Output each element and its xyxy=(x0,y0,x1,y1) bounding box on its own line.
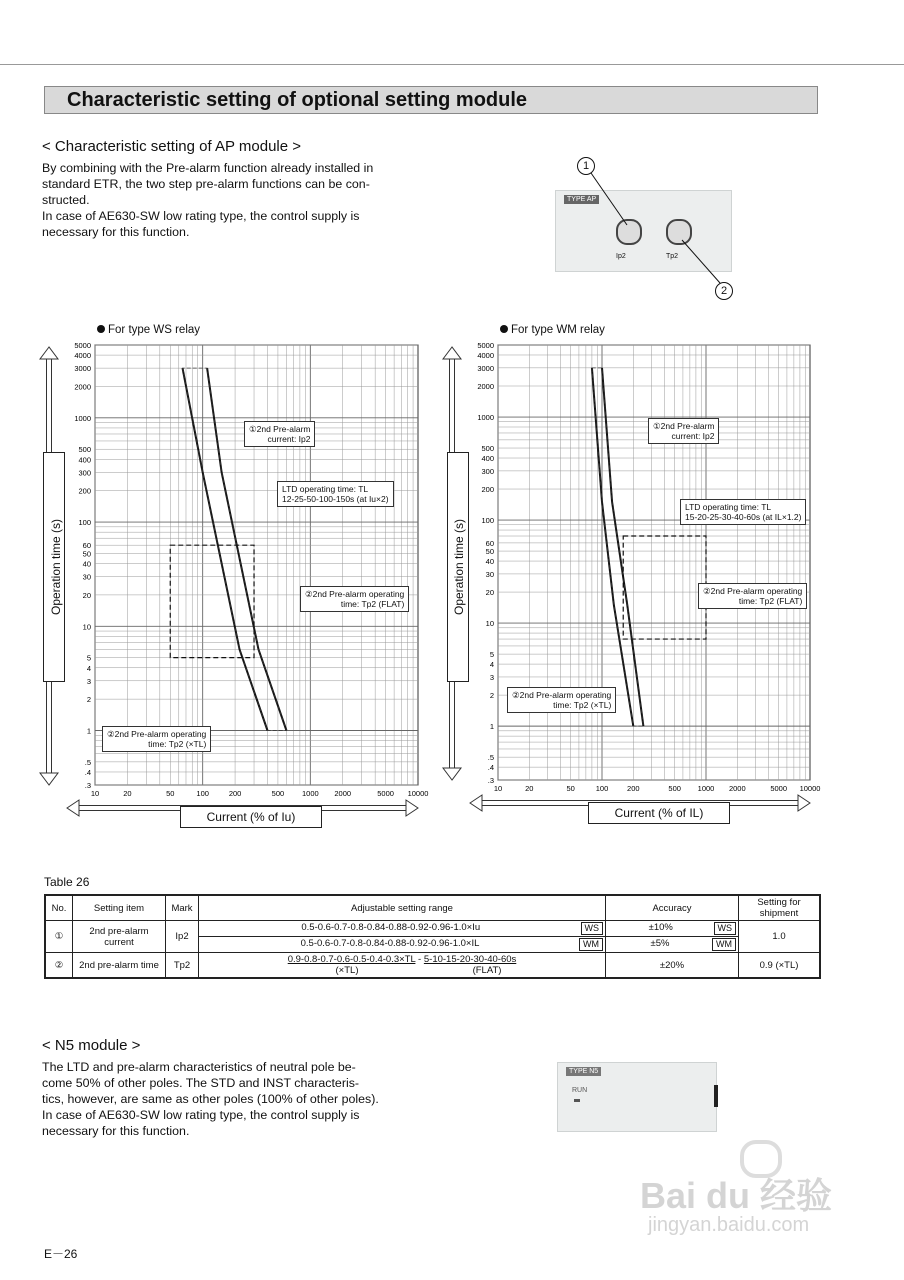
cell-no: ② xyxy=(45,953,73,979)
y-tick-label: 4000 xyxy=(74,351,91,361)
chart1-callout-ip2: ①2nd Pre-alarm current: Ip2 xyxy=(244,421,315,447)
y-tick-label: 5000 xyxy=(477,341,494,350)
y-tick-label: 100 xyxy=(78,518,91,528)
y-tick-label: 2 xyxy=(489,691,494,701)
th-range: Adjustable setting range xyxy=(199,895,606,921)
cell-acc-ws: ±10% WS xyxy=(606,921,739,937)
y-tick-label: 60 xyxy=(82,541,91,551)
y-tick-label: 2 xyxy=(86,695,91,705)
table-caption: Table 26 xyxy=(44,875,90,889)
x-tick-label: 200 xyxy=(627,784,640,793)
n5-line: The LTD and pre-alarm characteristics of neutral pole be- xyxy=(42,1060,356,1074)
settings-table xyxy=(44,894,821,979)
y-tick-label: .4 xyxy=(487,763,494,773)
y-tick-label: .4 xyxy=(84,767,91,777)
page-number: E－26 xyxy=(44,1247,78,1261)
x-tick-label: 500 xyxy=(668,784,681,793)
y-tick-label: 3000 xyxy=(477,363,494,373)
paw-logo-icon xyxy=(740,1140,782,1178)
circled-2-icon: ② xyxy=(703,586,711,596)
chart1-callout-tp2-xtl: ②2nd Pre-alarm operating time: Tp2 (×TL) xyxy=(102,726,211,752)
ws-tag: WS xyxy=(714,922,737,935)
th-item: Setting item xyxy=(73,895,166,921)
x-tick-label: 1000 xyxy=(301,789,319,798)
n5-line: In case of AE630-SW low rating type, the control supply is xyxy=(42,1108,360,1122)
tp2-label: Tp2 xyxy=(666,253,679,260)
th-no: No. xyxy=(45,895,73,921)
y-tick-label: 1000 xyxy=(477,413,494,423)
cell-item: 2nd pre-alarm time xyxy=(73,953,166,979)
cell-range-wm: 0.5-0.6-0.7-0.8-0.84-0.88-0.92-0.96-1.0×IL WM xyxy=(199,937,606,953)
n5-line: necessary for this function. xyxy=(42,1124,190,1138)
y-tick-label: 3000 xyxy=(74,364,91,374)
y-tick-label: 1000 xyxy=(74,413,91,423)
ap-type-label: TYPE AP xyxy=(564,195,599,204)
y-tick-label: 40 xyxy=(485,557,494,567)
y-tick-label: 4 xyxy=(489,660,494,670)
y-tick-label: 5 xyxy=(86,653,91,663)
cell-mark: Ip2 xyxy=(166,921,199,953)
cell-item: 2nd pre-alarm current xyxy=(73,921,166,953)
y-tick-label: 400 xyxy=(78,455,91,465)
cell-ship: 1.0 xyxy=(739,921,821,953)
table-row xyxy=(45,953,820,979)
th-accuracy: Accuracy xyxy=(606,895,739,921)
y-tick-label: 20 xyxy=(82,590,91,600)
chart2-callout-tp2-xtl: ②2nd Pre-alarm operating time: Tp2 (×TL) xyxy=(507,687,616,713)
page-title: Characteristic setting of optional setting module xyxy=(67,89,528,111)
y-tick-label: 200 xyxy=(78,486,91,496)
cell-acc: ±20% xyxy=(606,953,739,979)
circled-1-icon: ① xyxy=(249,424,257,434)
table-row xyxy=(45,921,820,937)
th-mark: Mark xyxy=(166,895,199,921)
n5-heading: < N5 module > xyxy=(42,1037,141,1054)
x-tick-label: 2000 xyxy=(728,784,746,793)
chart2-callout-ltd: LTD operating time: TL 15-20-25-30-40-60s (at IL×1.2) xyxy=(680,499,806,525)
chart2-callout-tp2-flat: ②2nd Pre-alarm operating time: Tp2 (FLAT) xyxy=(698,583,807,609)
cell-ship: 0.9 (×TL) xyxy=(739,953,821,979)
y-tick-label: 3 xyxy=(489,672,494,682)
n5-line: tics, however, are same as other poles (100% of other poles). xyxy=(42,1092,379,1106)
callout-2: 2 xyxy=(715,282,733,300)
x-tick-label: 10 xyxy=(493,784,503,793)
ap-line: By combining with the Pre-alarm function already installed in xyxy=(42,161,374,175)
chart2-callout-ip2: ①2nd Pre-alarm current: Ip2 xyxy=(648,418,719,444)
cell-range: 0.9-0.8-0.7-0.6-0.5-0.4-0.3×TL - 5-10-15-20-30-40-60s (×TL) (FLAT) xyxy=(199,953,606,979)
y-tick-label: 4 xyxy=(86,663,91,673)
x-tick-label: 100 xyxy=(196,789,209,798)
edge-mark xyxy=(714,1085,718,1107)
x-tick-label: 2000 xyxy=(334,789,352,798)
wm-tag: WM xyxy=(579,938,603,951)
y-tick-label: .5 xyxy=(487,753,494,763)
th-shipment: Setting for shipment xyxy=(739,895,821,921)
y-tick-label: 5000 xyxy=(74,341,91,350)
x-arrow-left-icon xyxy=(470,795,482,811)
y-tick-label: 60 xyxy=(485,538,494,548)
y-tick-label: .5 xyxy=(84,757,91,767)
y-tick-label: 40 xyxy=(82,559,91,569)
x-tick-label: 50 xyxy=(566,784,575,793)
cell-acc-wm: ±5% WM xyxy=(606,937,739,953)
x-tick-label: 5000 xyxy=(377,789,394,798)
watermark-brand: Bai du 经验 xyxy=(640,1175,833,1216)
n5-line: come 50% of other poles. The STD and INST characteris- xyxy=(42,1076,360,1090)
x-arrow-right-icon xyxy=(798,795,810,811)
y-tick-label: 30 xyxy=(82,572,91,582)
chart1-title: For type WS relay xyxy=(97,324,200,336)
x-tick-label: 10000 xyxy=(407,789,429,798)
x-tick-label: 200 xyxy=(228,789,242,798)
x-tick-label: 1000 xyxy=(697,784,715,793)
led-icon xyxy=(574,1099,580,1102)
n5-run-label: RUN xyxy=(572,1087,588,1094)
y-arrow-down-icon xyxy=(443,768,461,780)
y-tick-label: 2000 xyxy=(74,382,91,392)
y-tick-label: 10 xyxy=(82,622,91,632)
x-tick-label: 5000 xyxy=(770,784,788,793)
ap-heading: < Characteristic setting of AP module > xyxy=(42,138,302,155)
circled-2-icon: ② xyxy=(107,729,115,739)
y-tick-label: 30 xyxy=(485,569,494,579)
chart2-xlabel: Current (% of IL) xyxy=(588,802,730,824)
y-tick-label: 500 xyxy=(78,445,91,455)
ap-line: In case of AE630-SW low rating type, the control supply is xyxy=(42,209,360,223)
n5-module-photo xyxy=(557,1062,717,1132)
chart2-title: For type WM relay xyxy=(500,324,605,336)
y-tick-label: .3 xyxy=(487,776,494,785)
y-tick-label: 50 xyxy=(485,547,494,557)
x-tick-label: 20 xyxy=(123,789,132,798)
y-tick-label: 50 xyxy=(82,549,91,559)
wm-tag: WM xyxy=(712,938,736,951)
x-tick-label: 50 xyxy=(166,789,175,798)
chart1-ylabel: Operation time (s) xyxy=(49,518,63,616)
ap-line: necessary for this function. xyxy=(42,225,190,239)
watermark-url: jingyan.baidu.com xyxy=(648,1214,810,1236)
y-tick-label: 4000 xyxy=(477,350,494,360)
y-tick-label: 2000 xyxy=(477,382,494,392)
cell-no: ① xyxy=(45,921,73,953)
circled-1-icon: ① xyxy=(653,421,661,431)
circled-2-icon: ② xyxy=(305,589,313,599)
chart1-callout-tp2-flat: ②2nd Pre-alarm operating time: Tp2 (FLAT) xyxy=(300,586,409,612)
ap-line: structed. xyxy=(42,193,90,207)
y-tick-label: 500 xyxy=(481,444,494,454)
y-tick-label: 400 xyxy=(481,454,494,464)
y-tick-label: 5 xyxy=(489,650,494,660)
y-tick-label: 1 xyxy=(489,722,494,732)
y-tick-label: 3 xyxy=(86,676,91,686)
y-tick-label: 200 xyxy=(481,485,494,495)
chart1-xlabel: Current (% of Iu) xyxy=(180,806,322,828)
n5-paragraph xyxy=(42,1059,379,1139)
ip2-label: Ip2 xyxy=(616,253,626,260)
x-tick-label: 10 xyxy=(90,789,100,798)
y-tick-label: .3 xyxy=(84,781,91,790)
y-tick-label: 300 xyxy=(78,468,91,478)
callout-1: 1 xyxy=(577,157,595,175)
chart1-callout-ltd: LTD operating time: TL 12-25-50-100-150s (at Iu×2) xyxy=(277,481,394,507)
ws-tag: WS xyxy=(581,922,604,935)
x-tick-label: 10000 xyxy=(799,784,821,793)
ap-line: standard ETR, the two step pre-alarm functions can be con- xyxy=(42,177,370,191)
x-tick-label: 20 xyxy=(525,784,534,793)
y-tick-label: 300 xyxy=(481,466,494,476)
circled-2-icon: ② xyxy=(512,690,520,700)
cell-mark: Tp2 xyxy=(166,953,199,979)
x-tick-label: 100 xyxy=(595,784,609,793)
y-tick-label: 20 xyxy=(485,588,494,598)
cell-range-ws: 0.5-0.6-0.7-0.8-0.84-0.88-0.92-0.96-1.0×Iu WS xyxy=(199,921,606,937)
y-arrow-up-icon xyxy=(443,347,461,359)
x-tick-label: 500 xyxy=(271,789,285,798)
y-tick-label: 10 xyxy=(485,619,494,629)
plot-frame xyxy=(498,345,810,780)
y-tick-label: 1 xyxy=(86,726,91,736)
n5-type-label: TYPE N5 xyxy=(566,1067,601,1076)
table-header-row xyxy=(45,895,820,921)
chart2-ylabel: Operation time (s) xyxy=(452,518,466,616)
y-tick-label: 100 xyxy=(481,516,494,526)
